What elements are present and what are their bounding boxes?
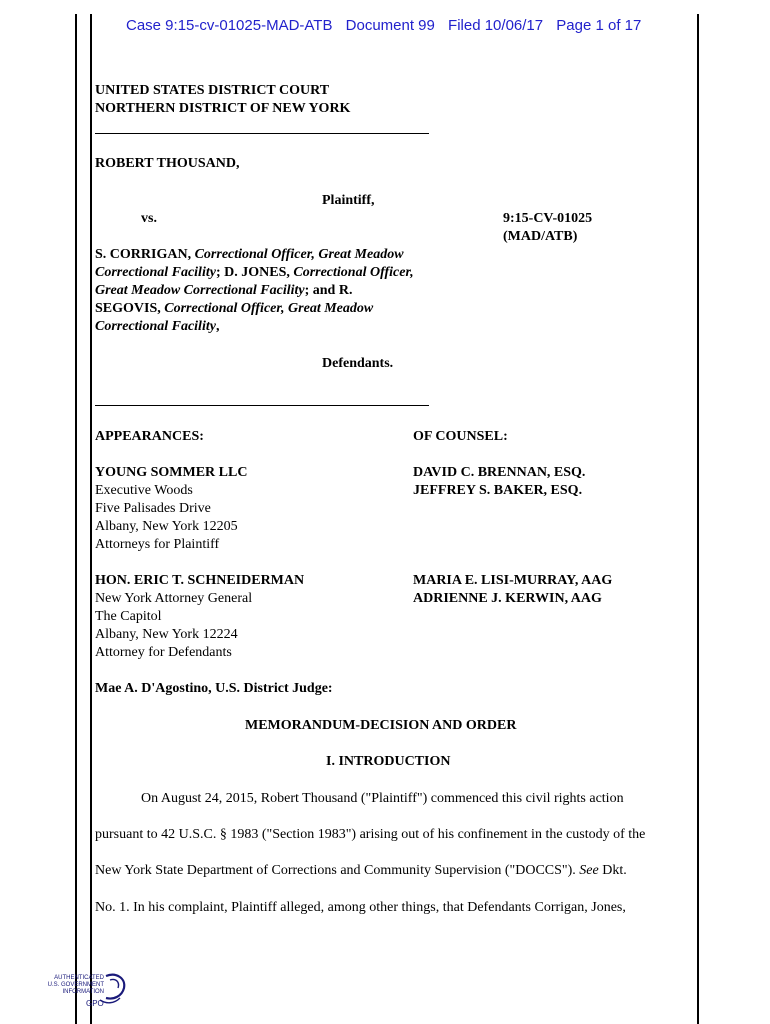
defense-firm-address-1: New York Attorney General: [95, 591, 253, 606]
case-number-line-2: (MAD/ATB): [503, 229, 578, 244]
left-margin-line-2: [90, 14, 92, 1024]
left-margin-line-1: [75, 14, 77, 1024]
seal-line-2: U.S. GOVERNMENT: [47, 982, 104, 988]
gpo-eagle-logo-icon: [40, 970, 130, 1010]
document-number-header: Document 99: [345, 17, 435, 34]
filed-date-header: Filed 10/06/17: [448, 17, 544, 34]
defendants-line-4: [95, 300, 373, 318]
appearances-heading: APPEARANCES:: [95, 429, 204, 444]
defense-firm-address-3: Albany, New York 12224: [95, 627, 238, 642]
plaintiff-firm-address-3: Albany, New York 12205: [95, 519, 238, 534]
defendant-name: S. CORRIGAN,: [95, 247, 195, 262]
body-line-3: [95, 863, 627, 879]
body-line-1: On August 24, 2015, Robert Thousand ("Plaintiff") commenced this civil rights action: [141, 791, 624, 806]
defense-counsel-2: ADRIENNE J. KERWIN, AAG: [413, 591, 602, 606]
body-line-4: No. 1. In his complaint, Plaintiff alleged, among other things, that Defendants Corrigan, Jones,: [95, 900, 626, 915]
plaintiff-firm-name: YOUNG SOMMER LLC: [95, 465, 248, 480]
of-counsel-heading: OF COUNSEL:: [413, 429, 508, 444]
citation-signal: See: [579, 863, 599, 878]
defense-counsel-1: MARIA E. LISI-MURRAY, AAG: [413, 573, 613, 588]
caption-rule-top: [95, 133, 429, 134]
ecf-header: [126, 17, 641, 34]
plaintiff-name: ROBERT THOUSAND,: [95, 156, 240, 171]
court-name-line-1: UNITED STATES DISTRICT COURT: [95, 83, 330, 98]
judge-line: Mae A. D'Agostino, U.S. District Judge:: [95, 681, 333, 696]
defendants-line-1: [95, 246, 404, 264]
defendant-title: Correctional Officer,: [293, 265, 414, 280]
defense-firm-name: HON. ERIC T. SCHNEIDERMAN: [95, 573, 305, 588]
case-number-line-1: 9:15-CV-01025: [503, 211, 593, 226]
caption-rule-bottom: [95, 405, 429, 406]
gpo-mark: GPO: [86, 999, 104, 1008]
section-heading: I. INTRODUCTION: [326, 754, 451, 769]
plaintiff-counsel-1: DAVID C. BRENNAN, ESQ.: [413, 465, 586, 480]
defendant-title: Correctional Officer, Great Meadow: [194, 247, 404, 262]
defendant-title: Correctional Officer, Great Meadow: [164, 301, 374, 316]
defendant-punct: ,: [215, 319, 220, 334]
plaintiff-firm-role: Attorneys for Plaintiff: [95, 537, 220, 552]
defendants-role: Defendants.: [322, 356, 394, 371]
court-name-line-2: NORTHERN DISTRICT OF NEW YORK: [95, 101, 351, 116]
plaintiff-firm-address-1: Executive Woods: [95, 483, 193, 498]
plaintiff-role: Plaintiff,: [322, 193, 375, 208]
defense-firm-role: Attorney for Defendants: [95, 645, 232, 660]
defense-firm-address-2: The Capitol: [95, 609, 162, 624]
defendants-line-3: [95, 282, 352, 300]
case-number-header: Case 9:15-cv-01025-MAD-ATB: [126, 17, 333, 34]
body-line-2: pursuant to 42 U.S.C. § 1983 ("Section 1983") arising out of his confinement in the custody of the: [95, 827, 646, 842]
plaintiff-counsel-2: JEFFREY S. BAKER, ESQ.: [413, 483, 583, 498]
defendants-line-2: [95, 264, 414, 282]
defendant-name: SEGOVIS,: [95, 301, 165, 316]
defendant-title: Correctional Facility: [95, 265, 216, 280]
body-line-3-text: New York State Department of Corrections and Community Supervision ("DOCCS").: [95, 863, 580, 878]
seal-line-3: INFORMATION: [62, 989, 104, 995]
page-number-header: Page 1 of 17: [556, 17, 642, 34]
defendant-title: Great Meadow Correctional Facility: [95, 283, 305, 298]
defendant-title: Correctional Facility: [95, 319, 216, 334]
body-line-3-cite: Dkt.: [598, 863, 627, 878]
versus-label: vs.: [141, 211, 157, 226]
seal-line-1: AUTHENTICATED: [54, 975, 104, 981]
defendants-line-5: [95, 318, 219, 336]
document-title: MEMORANDUM-DECISION AND ORDER: [245, 718, 517, 733]
right-margin-line: [697, 14, 699, 1024]
plaintiff-firm-address-2: Five Palisades Drive: [95, 501, 211, 516]
defendant-name: ; D. JONES,: [215, 265, 294, 280]
defendant-name: ; and R.: [304, 283, 353, 298]
